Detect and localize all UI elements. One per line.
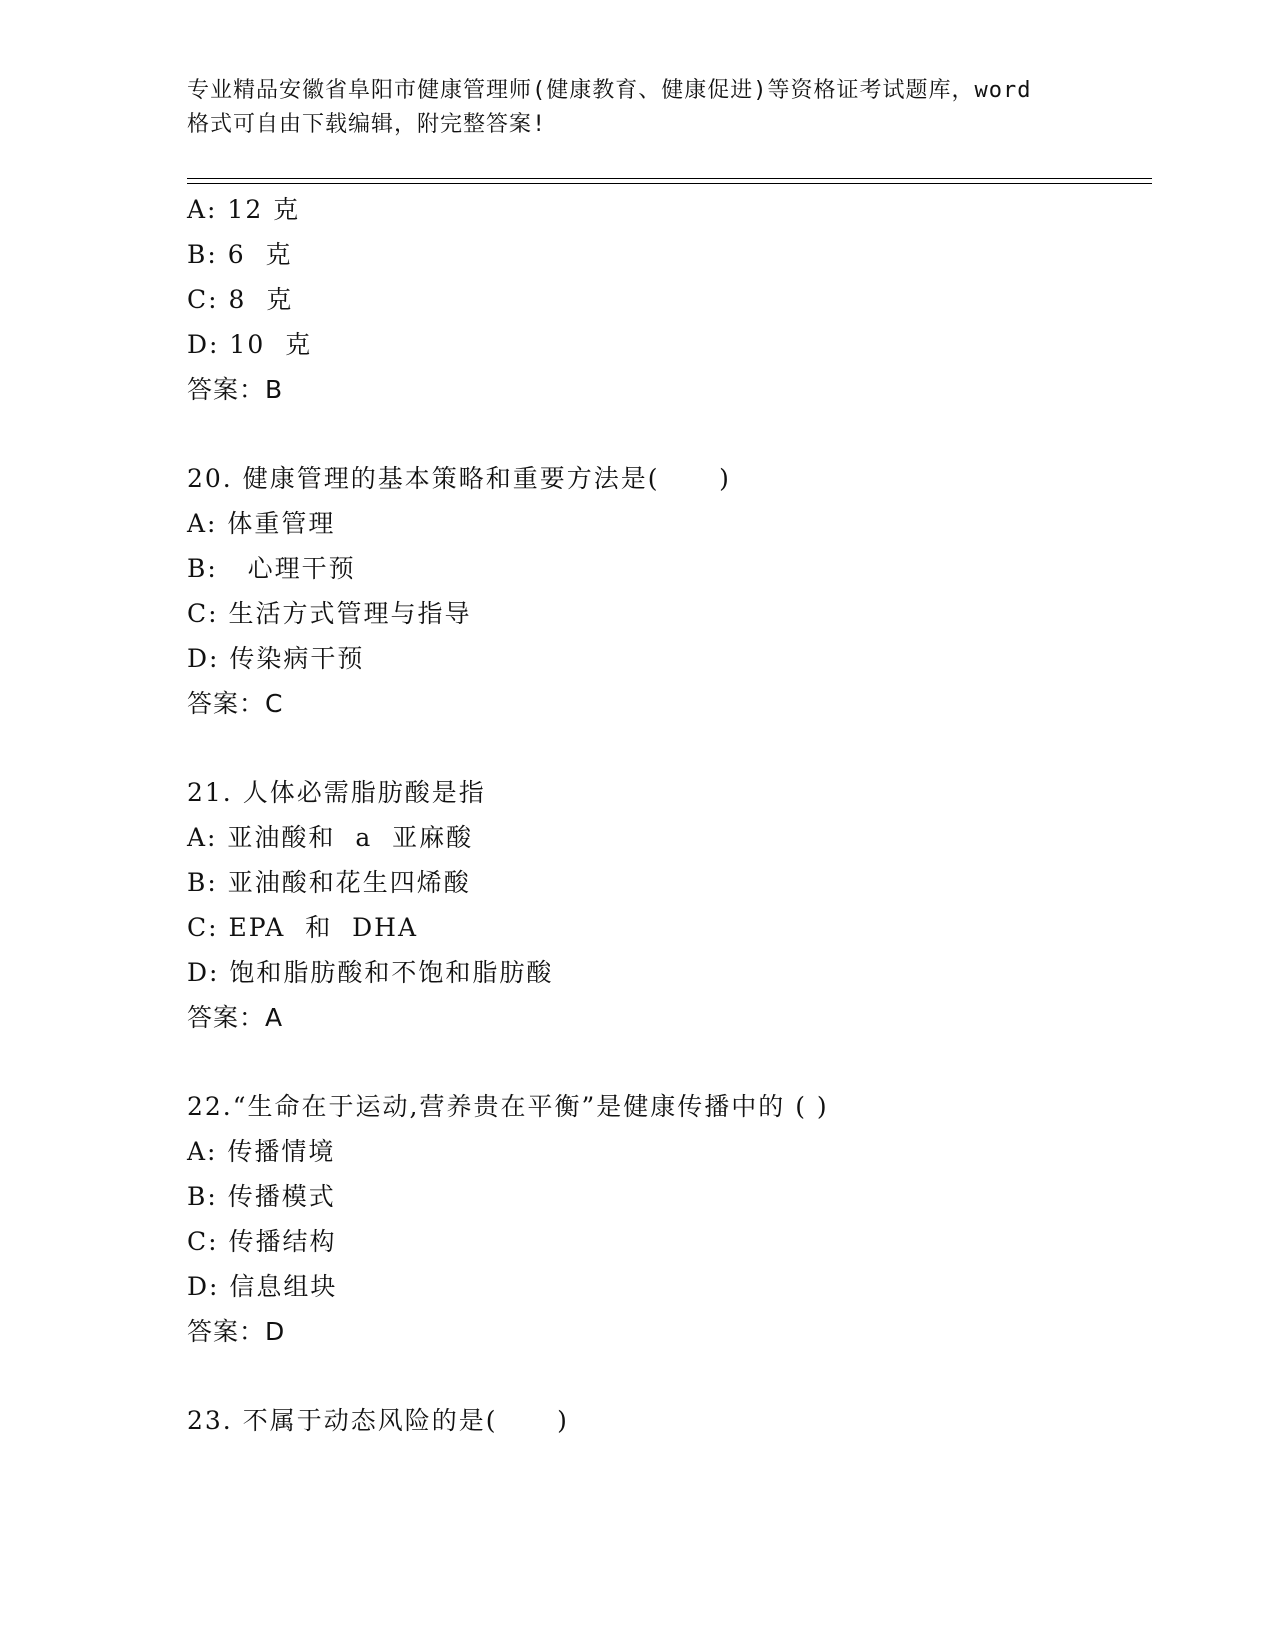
q19-option-b: B: 6 克 — [187, 240, 293, 269]
q22-option-d: D: 信息组块 — [187, 1272, 338, 1301]
q19-option-a: A: 12 克 — [187, 195, 301, 224]
q22-option-b: B: 传播模式 — [187, 1182, 336, 1211]
q23-question: 23. 不属于动态风险的是( ) — [187, 1406, 569, 1435]
document-header — [187, 74, 1087, 142]
q21-question: 21. 人体必需脂肪酸是指 — [187, 778, 486, 807]
q22-option-c: C: 传播结构 — [187, 1227, 337, 1256]
q21-option-d: D: 饱和脂肪酸和不饱和脂肪酸 — [187, 958, 554, 987]
header-line-2: 格式可自由下载编辑，附完整答案! — [187, 112, 547, 137]
header-rule-top — [187, 178, 1152, 179]
q20-option-b: B: 心理干预 — [187, 554, 356, 583]
q20-option-d: D: 传染病干预 — [187, 644, 365, 673]
q19-option-d: D: 10 克 — [187, 330, 313, 359]
q21-option-b: B: 亚油酸和花生四烯酸 — [187, 868, 471, 897]
q19-answer: 答案：B — [187, 375, 284, 404]
q22-question: 22.“生命在于运动,营养贵在平衡”是健康传播中的 ( ) — [187, 1092, 829, 1121]
q20-option-a: A: 体重管理 — [187, 509, 336, 538]
q22-answer: 答案：D — [187, 1317, 286, 1346]
q22-option-a: A: 传播情境 — [187, 1137, 336, 1166]
q21-option-c: C: EPA 和 DHA — [187, 913, 419, 942]
header-rule-bottom — [187, 183, 1152, 184]
q21-option-a: A: 亚油酸和 a 亚麻酸 — [187, 823, 474, 852]
header-line-1: 专业精品安徽省阜阳市健康管理师(健康教育、健康促进)等资格证考试题库，word — [187, 78, 1032, 103]
q20-question: 20. 健康管理的基本策略和重要方法是( ) — [187, 464, 731, 493]
q20-answer: 答案：C — [187, 689, 284, 718]
q20-option-c: C: 生活方式管理与指导 — [187, 599, 472, 628]
q21-answer: 答案：A — [187, 1003, 284, 1032]
q19-option-c: C: 8 克 — [187, 285, 294, 314]
